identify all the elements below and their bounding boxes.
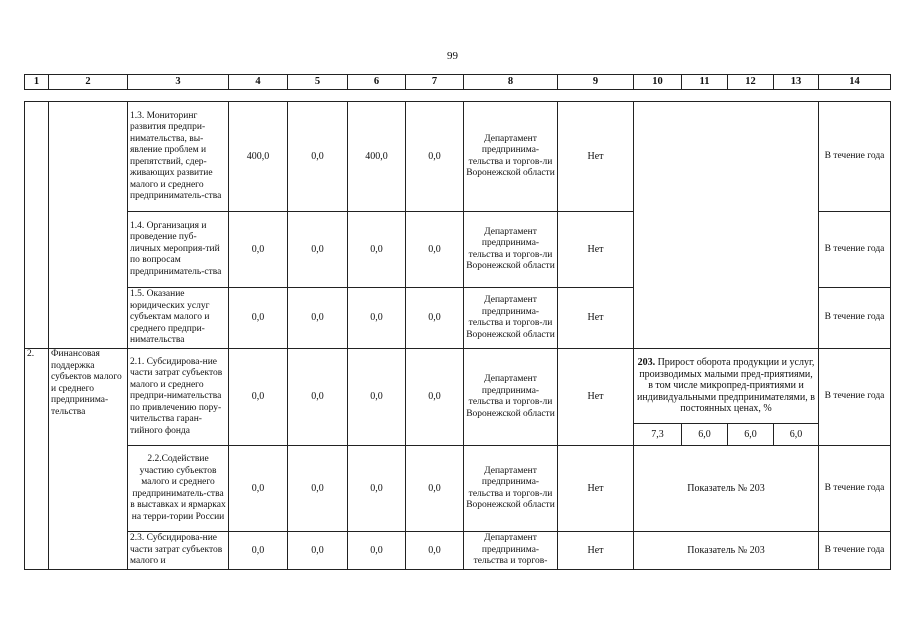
- column-number: 3: [128, 75, 229, 90]
- measure-cell: 1.4. Организация и проведение пуб-личных мероприя-тий по вопросам предприниматель-ства: [128, 212, 229, 288]
- value-cell: 0,0: [348, 532, 406, 570]
- value-cell: 0,0: [348, 288, 406, 349]
- column-number: 9: [558, 75, 634, 90]
- term-cell: В течение года: [819, 212, 891, 288]
- measure-cell: 1.5. Оказание юридических услуг субъектам малого и среднего предпри-нимательства: [128, 288, 229, 349]
- value-cell: 0,0: [229, 446, 288, 532]
- column-9-cell: Нет: [558, 102, 634, 212]
- term-cell: В течение года: [819, 446, 891, 532]
- indicator-reference-cell: Показатель № 203: [634, 446, 819, 532]
- measure-cell: 2.3. Субсидирова-ние части затрат субъектов малого и: [128, 532, 229, 570]
- column-number: 8: [464, 75, 558, 90]
- value-cell: 0,0: [288, 446, 348, 532]
- table-row: [25, 102, 891, 212]
- table-row: [25, 532, 891, 570]
- value-cell: 0,0: [406, 212, 464, 288]
- direction-cell: Финансовая поддержка субъектов малого и среднего предпринима-тельства: [49, 349, 128, 570]
- column-number: 11: [682, 75, 728, 90]
- indicator-description-cell: [634, 349, 819, 424]
- indicator-value-cell: 6,0: [682, 424, 728, 446]
- value-cell: 0,0: [406, 349, 464, 446]
- indicator-empty-cell: [634, 102, 819, 349]
- column-number: 5: [288, 75, 348, 90]
- column-number: 14: [819, 75, 891, 90]
- column-number: 10: [634, 75, 682, 90]
- column-9-cell: Нет: [558, 288, 634, 349]
- indicator-value-cell: 7,3: [634, 424, 682, 446]
- value-cell: 0,0: [288, 532, 348, 570]
- column-number-header: [24, 74, 891, 90]
- indicator-text: Прирост оборота продукции и услуг, производимых малыми пред-приятиями, в том числе микропред-приятиями и индивидуальными предпринимателями, в постоянных ценах, %: [637, 357, 815, 415]
- measure-cell: 2.1. Субсидирова-ние части затрат субъектов малого и среднего предпри-нимательства по привлечению пору-чительства гаран-тийного фонда: [128, 349, 229, 446]
- executor-cell: Департамент предпринима-тельства и торгов-ли Воронежской области: [464, 102, 558, 212]
- row-number-cell: [25, 102, 49, 349]
- column-number: 7: [406, 75, 464, 90]
- column-9-cell: Нет: [558, 532, 634, 570]
- column-9-cell: Нет: [558, 212, 634, 288]
- column-number: 6: [348, 75, 406, 90]
- value-cell: 0,0: [406, 102, 464, 212]
- value-cell: 0,0: [229, 212, 288, 288]
- indicator-code: 203.: [637, 357, 656, 369]
- term-cell: В течение года: [819, 532, 891, 570]
- column-9-cell: Нет: [558, 349, 634, 446]
- column-number: 1: [25, 75, 49, 90]
- value-cell: 0,0: [229, 349, 288, 446]
- value-cell: 0,0: [229, 532, 288, 570]
- value-cell: 0,0: [348, 349, 406, 446]
- value-cell: 0,0: [406, 532, 464, 570]
- table-row: [25, 349, 891, 424]
- column-number: 2: [49, 75, 128, 90]
- value-cell: 400,0: [229, 102, 288, 212]
- executor-cell: Департамент предпринима-тельства и торгов-ли Воронежской области: [464, 349, 558, 446]
- indicator-reference-cell: Показатель № 203: [634, 532, 819, 570]
- page-number: 99: [447, 50, 458, 62]
- direction-cell: [49, 102, 128, 349]
- executor-cell: Департамент предпринима-тельства и торгов-ли Воронежской области: [464, 212, 558, 288]
- value-cell: 400,0: [348, 102, 406, 212]
- measure-cell: 2.2.Содействие участию субъектов малого и среднего предприниматель-ства в выставках и ярмарках на терри-тории России: [128, 446, 229, 532]
- value-cell: 0,0: [406, 446, 464, 532]
- value-cell: 0,0: [406, 288, 464, 349]
- term-cell: В течение года: [819, 349, 891, 446]
- table-row: [25, 446, 891, 532]
- column-number: 13: [774, 75, 819, 90]
- term-cell: В течение года: [819, 102, 891, 212]
- indicator-value-cell: 6,0: [728, 424, 774, 446]
- value-cell: 0,0: [288, 212, 348, 288]
- measure-cell: 1.3. Мониторинг развития предпри-нимательства, вы-явление проблем и препятствий, сдер-живающих развитие малого и среднего предприниматель-ства: [128, 102, 229, 212]
- program-measures-table: [24, 101, 891, 570]
- column-number: 4: [229, 75, 288, 90]
- value-cell: 0,0: [288, 349, 348, 446]
- indicator-value-cell: 6,0: [774, 424, 819, 446]
- row-number-cell: 2.: [25, 349, 49, 570]
- column-number: 12: [728, 75, 774, 90]
- term-cell: В течение года: [819, 288, 891, 349]
- executor-cell: Департамент предпринима-тельства и торгов-ли Воронежской области: [464, 288, 558, 349]
- value-cell: 0,0: [348, 446, 406, 532]
- value-cell: 0,0: [348, 212, 406, 288]
- value-cell: 0,0: [288, 288, 348, 349]
- executor-cell: Департамент предпринима-тельства и торгов-: [464, 532, 558, 570]
- executor-cell: Департамент предпринима-тельства и торгов-ли Воронежской области: [464, 446, 558, 532]
- value-cell: 0,0: [288, 102, 348, 212]
- value-cell: 0,0: [229, 288, 288, 349]
- column-9-cell: Нет: [558, 446, 634, 532]
